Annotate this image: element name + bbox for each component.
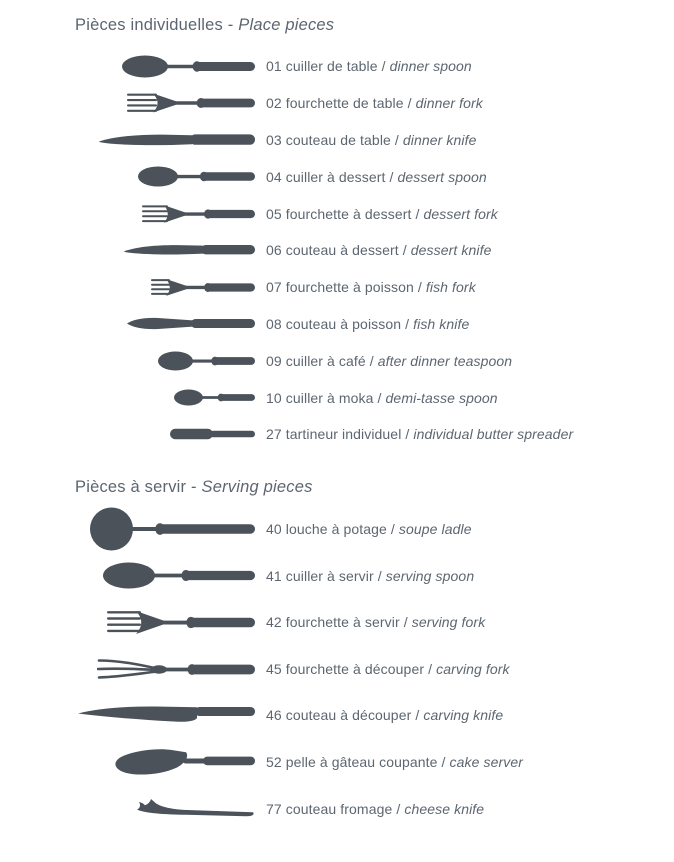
item-label: [266, 242, 491, 258]
item-row-02: [0, 85, 674, 122]
item-name-fr: fourchette à dessert: [285, 205, 412, 222]
item-name-en: cake server: [449, 754, 524, 771]
item-number: 02: [266, 95, 282, 112]
item-name-fr: couteau à poisson: [285, 315, 402, 332]
item-name-fr: cuiller à servir: [285, 567, 374, 584]
item-name-en: fish knife: [413, 315, 470, 332]
item-separator: /: [415, 205, 420, 222]
section-title-fr: Pièces à servir: [75, 477, 187, 496]
item-name-en: dinner fork: [415, 95, 483, 112]
item-name-en: carving knife: [423, 707, 504, 724]
item-separator: /: [369, 352, 374, 369]
soup-ladle-icon: [0, 507, 255, 551]
serving-spoon-icon: [0, 561, 255, 590]
item-name-fr: cuiller à moka: [285, 389, 374, 406]
item-separator: /: [415, 707, 420, 724]
butter-spreader-icon: [0, 428, 255, 440]
item-name-en: dinner knife: [402, 131, 477, 148]
carving-fork-icon: [0, 657, 255, 681]
dinner-fork-icon: [0, 92, 255, 114]
item-row-46: [0, 692, 674, 739]
item-label: [266, 754, 523, 770]
item-row-06: [0, 232, 674, 269]
item-name-en: demi-tasse spoon: [385, 389, 498, 406]
cake-server-icon: [0, 747, 255, 777]
item-separator: /: [390, 521, 395, 538]
item-number: 03: [266, 131, 282, 148]
item-label: [266, 58, 472, 74]
section-title-en: Place pieces: [238, 16, 335, 34]
item-row-42: [0, 599, 674, 646]
item-separator: /: [394, 131, 399, 148]
item-label: [266, 661, 510, 677]
carving-knife-icon: [0, 703, 255, 728]
item-number: 06: [266, 242, 282, 259]
item-label: [266, 426, 573, 442]
item-name-en: after dinner teaspoon: [377, 352, 513, 369]
item-row-04: [0, 158, 674, 195]
item-row-08: [0, 306, 674, 343]
item-label: [266, 614, 485, 630]
serving-pieces-list: [0, 506, 674, 832]
item-label: [266, 95, 483, 111]
item-separator: /: [441, 754, 446, 771]
item-name-fr: couteau de table: [285, 131, 391, 148]
item-row-07: [0, 269, 674, 306]
item-label: [266, 521, 472, 537]
item-name-fr: tartineur individuel: [285, 426, 402, 443]
dessert-spoon-icon: [0, 166, 255, 187]
item-label: [266, 568, 474, 584]
item-label: [266, 169, 487, 185]
item-name-en: dessert spoon: [397, 168, 487, 185]
item-number: 52: [266, 754, 282, 771]
item-row-40: [0, 506, 674, 553]
item-number: 01: [266, 58, 282, 75]
item-name-en: carving fork: [436, 660, 510, 677]
item-name-en: cheese knife: [404, 800, 485, 817]
item-number: 07: [266, 279, 282, 296]
item-row-05: [0, 195, 674, 232]
item-name-en: individual butter spreader: [413, 426, 574, 443]
item-label: [266, 353, 512, 369]
item-separator: /: [396, 800, 401, 817]
dinner-knife-icon: [0, 131, 255, 149]
item-name-en: dinner spoon: [389, 58, 472, 75]
item-name-fr: cuiller à café: [285, 352, 366, 369]
item-number: 45: [266, 660, 282, 677]
item-number: 10: [266, 389, 282, 406]
teaspoon-icon: [0, 351, 255, 371]
item-name-fr: fourchette à poisson: [285, 279, 414, 296]
item-separator: /: [428, 660, 433, 677]
fish-fork-icon: [0, 278, 255, 297]
item-separator: /: [403, 614, 408, 631]
dinner-spoon-icon: [0, 55, 255, 78]
item-separator: /: [381, 58, 386, 75]
item-name-fr: cuiller de table: [285, 58, 378, 75]
item-row-03: [0, 122, 674, 159]
dessert-knife-icon: [0, 242, 255, 258]
item-row-77: [0, 785, 674, 832]
item-number: 46: [266, 707, 282, 724]
section-title-dash: -: [191, 477, 197, 496]
section-title-fr: Pièces individuelles: [75, 16, 223, 34]
item-name-en: fish fork: [425, 279, 476, 296]
item-name-fr: pelle à gâteau coupante: [285, 754, 438, 771]
item-number: 04: [266, 168, 282, 185]
item-separator: /: [407, 95, 412, 112]
item-row-09: [0, 342, 674, 379]
item-separator: /: [405, 315, 410, 332]
item-number: 42: [266, 614, 282, 631]
item-number: 27: [266, 426, 282, 443]
demi-tasse-spoon-icon: [0, 389, 255, 406]
item-name-fr: fourchette de table: [285, 95, 404, 112]
item-name-fr: couteau à dessert: [285, 242, 399, 259]
item-number: 08: [266, 315, 282, 332]
item-separator: /: [377, 389, 382, 406]
item-label: [266, 707, 503, 723]
item-name-fr: couteau fromage: [285, 800, 393, 817]
section-title-dash: -: [227, 16, 234, 34]
item-name-fr: couteau à découper: [285, 707, 412, 724]
item-name-en: dessert fork: [423, 205, 498, 222]
item-name-fr: cuiller à dessert: [285, 168, 386, 185]
section-title-serving-pieces: [75, 477, 674, 497]
item-label: [266, 132, 477, 148]
item-number: 77: [266, 800, 282, 817]
item-name-fr: fourchette à découper: [285, 660, 425, 677]
item-name-en: dessert knife: [410, 242, 492, 259]
item-separator: /: [405, 426, 410, 443]
item-separator: /: [389, 168, 394, 185]
item-name-en: serving fork: [411, 614, 486, 631]
item-row-27: [0, 416, 674, 453]
item-label: [266, 206, 498, 222]
item-label: [266, 390, 498, 406]
item-row-52: [0, 739, 674, 786]
dessert-fork-icon: [0, 204, 255, 224]
item-row-01: [0, 48, 674, 85]
serving-fork-icon: [0, 609, 255, 636]
item-label: [266, 801, 484, 817]
item-label: [266, 279, 476, 295]
item-number: 40: [266, 521, 282, 538]
item-row-41: [0, 552, 674, 599]
item-label: [266, 316, 469, 332]
item-name-fr: fourchette à servir: [285, 614, 400, 631]
item-number: 09: [266, 352, 282, 369]
item-number: 05: [266, 205, 282, 222]
item-name-en: serving spoon: [385, 567, 475, 584]
item-separator: /: [377, 567, 382, 584]
section-title-en: Serving pieces: [201, 477, 313, 496]
item-separator: /: [402, 242, 407, 259]
item-separator: /: [417, 279, 422, 296]
fish-knife-icon: [0, 316, 255, 331]
place-pieces-list: [0, 48, 674, 453]
item-name-fr: louche à potage: [285, 521, 387, 538]
item-row-10: [0, 379, 674, 416]
section-title-place-pieces: [75, 15, 674, 35]
item-row-45: [0, 646, 674, 693]
cheese-knife-icon: [0, 799, 255, 819]
item-name-en: soupe ladle: [398, 521, 472, 538]
item-number: 41: [266, 567, 282, 584]
